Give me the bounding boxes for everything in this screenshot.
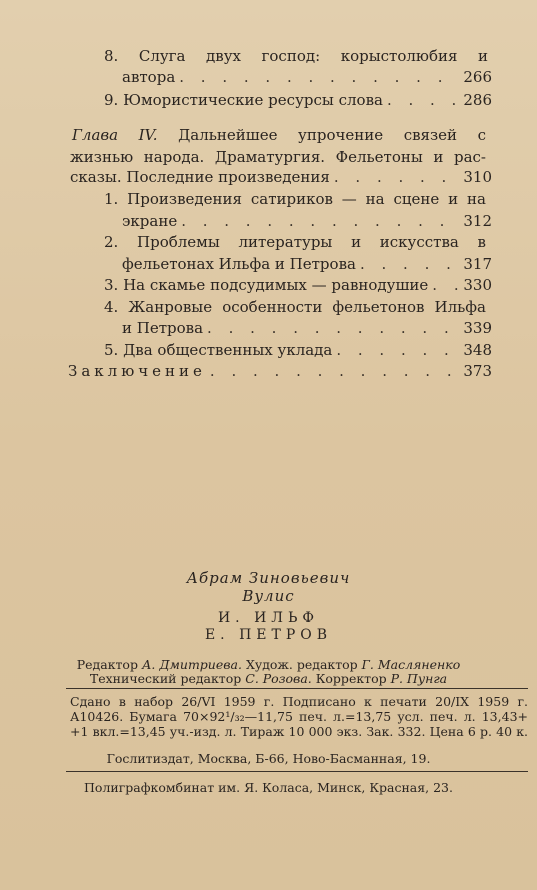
toc-sub-5 <box>104 341 492 359</box>
book-title-line1: И. ИЛЬФ <box>217 610 320 626</box>
editors-line2 <box>0 671 537 686</box>
leader-dots <box>432 276 459 294</box>
toc-sub-4-line1: 4. Жанровые особенности фельетонов Ильфа <box>104 298 486 316</box>
print-details-line3: +1 вкл.=13,45 уч.-изд. л. Тираж 10 000 экз. Зак. 332. Цена 6 р. 40 к. <box>70 724 528 739</box>
toc-conclusion <box>68 362 492 380</box>
toc-sub-3-page: 330 <box>463 276 492 294</box>
tech-editor-name: С. Розова. <box>245 671 312 686</box>
toc-sub-1-text: экране <box>122 212 178 230</box>
leader-dots <box>334 168 459 186</box>
chapter-4-title-part3: сказы. Последние произведения <box>70 168 330 186</box>
toc-sub-2-line1: 2. Проблемы литературы и искусства в <box>104 233 486 251</box>
leader-dots <box>360 255 459 273</box>
toc-sub-1-line1: 1. Произведения сатириков — на сцене и на <box>104 190 486 208</box>
leader-dots <box>387 91 459 109</box>
author-name-line1: Абрам Зиновьевич <box>186 569 351 587</box>
toc-sub-2-line2 <box>122 255 492 273</box>
toc-sub-4-text: и Петрова <box>122 319 204 337</box>
leader-dots <box>207 319 459 337</box>
toc-sub-2-page: 317 <box>463 255 492 273</box>
art-editor-name: Г. Масляненко <box>361 657 461 672</box>
chapter-4-heading-line2: жизнью народа. Драматургия. Фельетоны и рас- <box>70 148 486 166</box>
publisher-line: Гослитиздат, Москва, Б-66, Ново-Басманная, 19. <box>106 751 431 766</box>
print-details-line2: А10426. Бумага 70×92¹/₃₂—11,75 печ. л.=13,75 усл. печ. л. 13,43+ <box>70 709 528 724</box>
toc-sub-3 <box>104 276 492 294</box>
toc-sub-5-text: 5. Два общественных уклада <box>104 341 333 359</box>
toc-conclusion-text: Заключение <box>68 362 206 380</box>
book-title-line2: Е. ПЕТРОВ <box>204 627 333 643</box>
editor-role: Редактор <box>76 657 138 672</box>
toc-sub-4-page: 339 <box>463 319 492 337</box>
printer-line: Полиграфкомбинат им. Я. Коласа, Минск, Красная, 23. <box>84 780 453 795</box>
leader-dots <box>179 68 459 86</box>
tech-editor-role: Технический редактор <box>89 671 242 686</box>
art-editor-role: Худож. редактор <box>245 657 358 672</box>
proofreader-role: Корректор <box>315 671 387 686</box>
chapter-4-label: Глава IV. <box>72 126 158 144</box>
toc-sub-1-line2 <box>122 212 492 230</box>
leader-dots <box>210 362 459 380</box>
toc-sub-3-text: 3. На скамье подсудимых — равнодушие <box>104 276 429 294</box>
toc-item-9 <box>104 91 492 109</box>
toc-item-8-page: 266 <box>463 68 492 86</box>
divider-rule <box>66 688 528 689</box>
toc-sub-4-line2 <box>122 319 492 337</box>
chapter-4-heading-line1 <box>72 126 486 144</box>
toc-item-9-text: 9. Юмористические ресурсы слова <box>104 91 383 109</box>
chapter-4-title-part1: Дальнейшее упрочение связей с <box>178 126 486 144</box>
leader-dots <box>336 341 459 359</box>
toc-sub-1-page: 312 <box>463 212 492 230</box>
toc-item-8-line1: 8. Слуга двух господ: корыстолюбия и <box>104 47 488 65</box>
proofreader-name: Р. Пунга <box>390 671 448 686</box>
toc-item-8-line2 <box>122 68 492 86</box>
divider-rule <box>66 771 528 772</box>
toc-item-8-text: автора <box>122 68 176 86</box>
toc-conclusion-page: 373 <box>463 362 492 380</box>
chapter-4-page: 310 <box>463 168 492 186</box>
toc-sub-5-page: 348 <box>463 341 492 359</box>
toc-item-9-page: 286 <box>463 91 492 109</box>
author-name-line2: Вулис <box>242 587 295 605</box>
print-details-line1: Сдано в набор 26/VI 1959 г. Подписано к печати 20/IX 1959 г. <box>70 694 528 709</box>
editor-name: А. Дмитриева. <box>141 657 242 672</box>
leader-dots <box>181 212 459 230</box>
toc-sub-2-text: фельетонах Ильфа и Петрова <box>122 255 356 273</box>
chapter-4-heading-line3 <box>70 168 492 186</box>
editors-line1 <box>0 657 537 672</box>
